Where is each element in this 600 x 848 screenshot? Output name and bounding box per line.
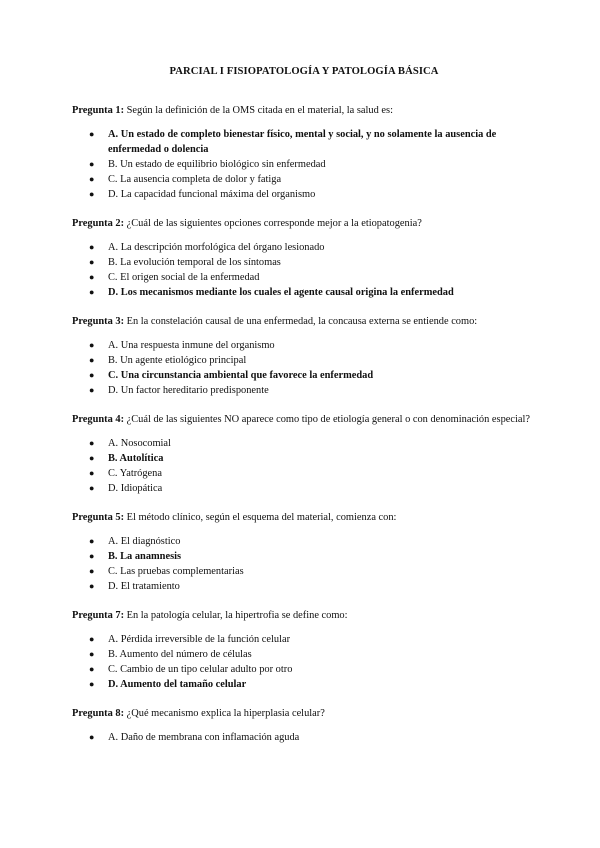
option-text: D. Aumento del tamaño celular — [108, 679, 247, 690]
answer-option — [72, 481, 530, 496]
option-text: A. Una respuesta inmune del organismo — [108, 340, 275, 351]
question-prompt: En la patología celular, la hipertrofia se define como: — [124, 610, 348, 621]
bullet-icon: ● — [89, 189, 95, 199]
question-block — [72, 608, 530, 692]
answer-option-correct — [72, 677, 530, 692]
question-text — [72, 412, 530, 427]
bullet-icon: ● — [89, 340, 95, 350]
document-title: PARCIAL I FISIOPATOLOGÍA Y PATOLOGÍA BÁSICA — [169, 66, 439, 77]
answer-option — [72, 466, 530, 481]
question-block — [72, 706, 530, 745]
bullet-icon: ● — [89, 581, 95, 591]
answer-option — [72, 647, 530, 662]
question-label: Pregunta 1: — [72, 105, 125, 116]
option-list — [72, 534, 530, 594]
option-text: C. Las pruebas complementarias — [108, 566, 244, 577]
answer-option — [72, 632, 530, 647]
bullet-icon: ● — [89, 370, 95, 380]
question-label: Pregunta 4: — [72, 414, 125, 425]
answer-option — [72, 157, 530, 172]
question-prompt: ¿Cuál de las siguientes opciones corresponde mejor a la etiopatogenia? — [124, 218, 422, 229]
bullet-icon: ● — [89, 566, 95, 576]
question-text — [72, 314, 530, 329]
option-list — [72, 436, 530, 496]
option-text: C. Yatrógena — [108, 468, 162, 479]
option-text: A. Nosocomial — [108, 438, 171, 449]
answer-option-correct — [72, 451, 530, 466]
answer-option-correct — [72, 549, 530, 564]
option-text: A. Un estado de completo bienestar físico, mental y social, y no solamente la ausencia de enfermedad o dolencia — [108, 129, 497, 155]
option-text: A. Pérdida irreversible de la función celular — [108, 634, 291, 645]
bullet-icon: ● — [89, 174, 95, 184]
option-text: D. Idiopática — [108, 483, 163, 494]
option-text: B. La anamnesis — [108, 551, 182, 562]
option-list — [72, 338, 530, 398]
option-text: B. Aumento del número de células — [108, 649, 252, 660]
option-text: A. Daño de membrana con inflamación aguda — [108, 732, 300, 743]
bullet-icon: ● — [89, 551, 95, 561]
answer-option — [72, 172, 530, 187]
bullet-icon: ● — [89, 159, 95, 169]
bullet-icon: ● — [89, 385, 95, 395]
option-text: B. Un agente etiológico principal — [108, 355, 247, 366]
question-prompt: Según la definición de la OMS citada en el material, la salud es: — [124, 105, 393, 116]
question-label: Pregunta 2: — [72, 218, 125, 229]
answer-option-correct — [72, 368, 530, 383]
option-text: B. La evolución temporal de los síntomas — [108, 257, 281, 268]
answer-option — [72, 240, 530, 255]
answer-option-correct — [72, 285, 530, 300]
option-text: B. Autolítica — [108, 453, 164, 464]
bullet-icon: ● — [89, 242, 95, 252]
option-text: B. Un estado de equilibrio biológico sin enfermedad — [108, 159, 326, 170]
question-block — [72, 103, 530, 202]
option-text: D. El tratamiento — [108, 581, 180, 592]
option-text: A. El diagnóstico — [108, 536, 181, 547]
bullet-icon: ● — [89, 634, 95, 644]
bullet-icon: ● — [89, 732, 95, 742]
question-label: Pregunta 5: — [72, 512, 125, 523]
option-list — [72, 632, 530, 692]
bullet-icon: ● — [89, 536, 95, 546]
bullet-icon: ● — [89, 257, 95, 267]
bullet-icon: ● — [89, 129, 95, 139]
bullet-icon: ● — [89, 468, 95, 478]
answer-option — [72, 383, 530, 398]
bullet-icon: ● — [89, 664, 95, 674]
question-text — [72, 608, 530, 623]
question-label: Pregunta 7: — [72, 610, 125, 621]
question-block — [72, 216, 530, 300]
question-block — [72, 510, 530, 594]
question-text — [72, 510, 530, 525]
option-text: A. La descripción morfológica del órgano lesionado — [108, 242, 325, 253]
bullet-icon: ● — [89, 453, 95, 463]
option-text: D. La capacidad funcional máxima del organismo — [108, 189, 316, 200]
bullet-icon: ● — [89, 287, 95, 297]
question-prompt: ¿Cuál de las siguientes NO aparece como tipo de etiología general o con denominación especial? — [124, 414, 530, 425]
option-list — [72, 730, 530, 745]
question-label: Pregunta 8: — [72, 708, 125, 719]
option-text: D. Los mecanismos mediante los cuales el agente causal origina la enfermedad — [108, 287, 454, 298]
answer-option — [72, 187, 530, 202]
answer-option — [72, 255, 530, 270]
bullet-icon: ● — [89, 438, 95, 448]
question-block — [72, 412, 530, 496]
answer-option — [72, 579, 530, 594]
answer-option — [72, 662, 530, 677]
question-list — [72, 103, 530, 745]
answer-option — [72, 436, 530, 451]
question-prompt: ¿Qué mecanismo explica la hiperplasia celular? — [124, 708, 325, 719]
option-text: C. Una circunstancia ambiental que favorece la enfermedad — [108, 370, 374, 381]
option-text: C. Cambio de un tipo celular adulto por otro — [108, 664, 293, 675]
answer-option — [72, 534, 530, 549]
bullet-icon: ● — [89, 483, 95, 493]
answer-option — [72, 730, 530, 745]
question-text — [72, 216, 530, 231]
bullet-icon: ● — [89, 272, 95, 282]
question-prompt: En la constelación causal de una enfermedad, la concausa externa se entiende como: — [124, 316, 478, 327]
bullet-icon: ● — [89, 679, 95, 689]
option-list — [72, 127, 530, 202]
question-text — [72, 706, 530, 721]
question-block — [72, 314, 530, 398]
bullet-icon: ● — [89, 355, 95, 365]
answer-option — [72, 270, 530, 285]
answer-option-correct — [72, 127, 530, 157]
bullet-icon: ● — [89, 649, 95, 659]
question-label: Pregunta 3: — [72, 316, 125, 327]
option-text: C. El origen social de la enfermedad — [108, 272, 260, 283]
question-prompt: El método clínico, según el esquema del material, comienza con: — [124, 512, 397, 523]
question-text — [72, 103, 530, 118]
answer-option — [72, 353, 530, 368]
option-text: C. La ausencia completa de dolor y fatiga — [108, 174, 282, 185]
answer-option — [72, 338, 530, 353]
option-list — [72, 240, 530, 300]
answer-option — [72, 564, 530, 579]
option-text: D. Un factor hereditario predisponente — [108, 385, 269, 396]
